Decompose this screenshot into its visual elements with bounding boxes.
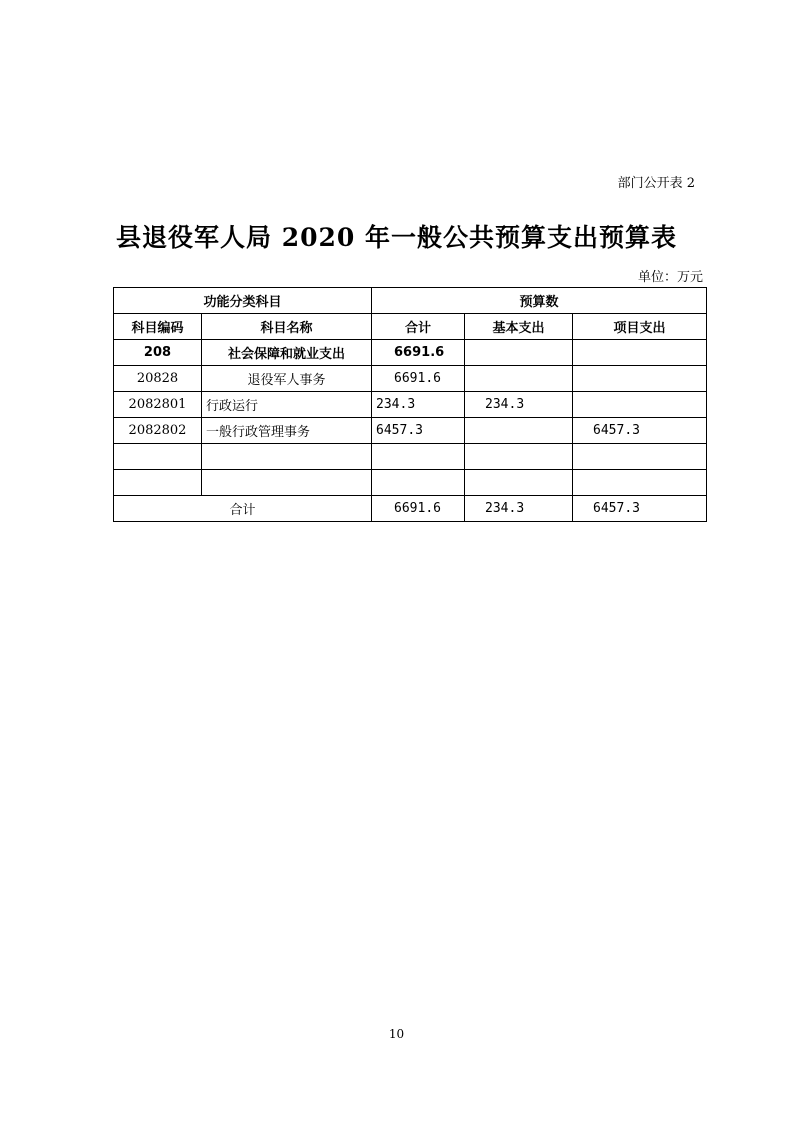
total-label: 合计 [114, 496, 372, 522]
row-project [573, 392, 707, 418]
header-basic: 基本支出 [465, 314, 573, 340]
row-basic [465, 366, 573, 392]
row-name: 退役军人事务 [202, 366, 372, 392]
row-basic [465, 340, 573, 366]
row-project [573, 366, 707, 392]
table-row [114, 366, 707, 392]
row-project: 6457.3 [573, 418, 707, 444]
total-row [114, 496, 707, 522]
row-basic: 234.3 [465, 392, 573, 418]
page-title: 县退役军人局 2020 年一般公共预算支出预算表 [116, 223, 677, 252]
group-header-row [114, 288, 707, 314]
total-project: 6457.3 [573, 496, 707, 522]
row-total: 6457.3 [372, 418, 465, 444]
row-project [573, 340, 707, 366]
row-project [573, 444, 707, 470]
row-name: 社会保障和就业支出 [202, 340, 372, 366]
row-basic [465, 444, 573, 470]
header-budget-amount: 预算数 [372, 288, 707, 314]
row-total [372, 444, 465, 470]
page-number: 10 [388, 1027, 405, 1041]
table-row [114, 470, 707, 496]
table-row [114, 444, 707, 470]
row-code: 2082802 [114, 418, 202, 444]
row-total [372, 470, 465, 496]
row-basic [465, 470, 573, 496]
column-header-row [114, 314, 707, 340]
row-code: 2082801 [114, 392, 202, 418]
row-project [573, 470, 707, 496]
row-total: 6691.6 [372, 366, 465, 392]
row-code: 208 [114, 340, 202, 366]
unit-label: 单位：万元 [637, 270, 703, 285]
header-code: 科目编码 [114, 314, 202, 340]
row-total: 234.3 [372, 392, 465, 418]
table-row [114, 340, 707, 366]
row-name: 行政运行 [202, 392, 372, 418]
form-number: 部门公开表 2 [617, 176, 695, 191]
header-name: 科目名称 [202, 314, 372, 340]
row-name: 一般行政管理事务 [202, 418, 372, 444]
total-basic: 234.3 [465, 496, 573, 522]
row-basic [465, 418, 573, 444]
row-name [202, 470, 372, 496]
row-code [114, 444, 202, 470]
header-functional-category: 功能分类科目 [114, 288, 372, 314]
total-amount: 6691.6 [372, 496, 465, 522]
row-code: 20828 [114, 366, 202, 392]
table-row [114, 392, 707, 418]
header-total: 合计 [372, 314, 465, 340]
row-total: 6691.6 [372, 340, 465, 366]
table-row [114, 418, 707, 444]
row-code [114, 470, 202, 496]
row-name [202, 444, 372, 470]
header-project: 项目支出 [573, 314, 707, 340]
budget-table [113, 287, 707, 522]
